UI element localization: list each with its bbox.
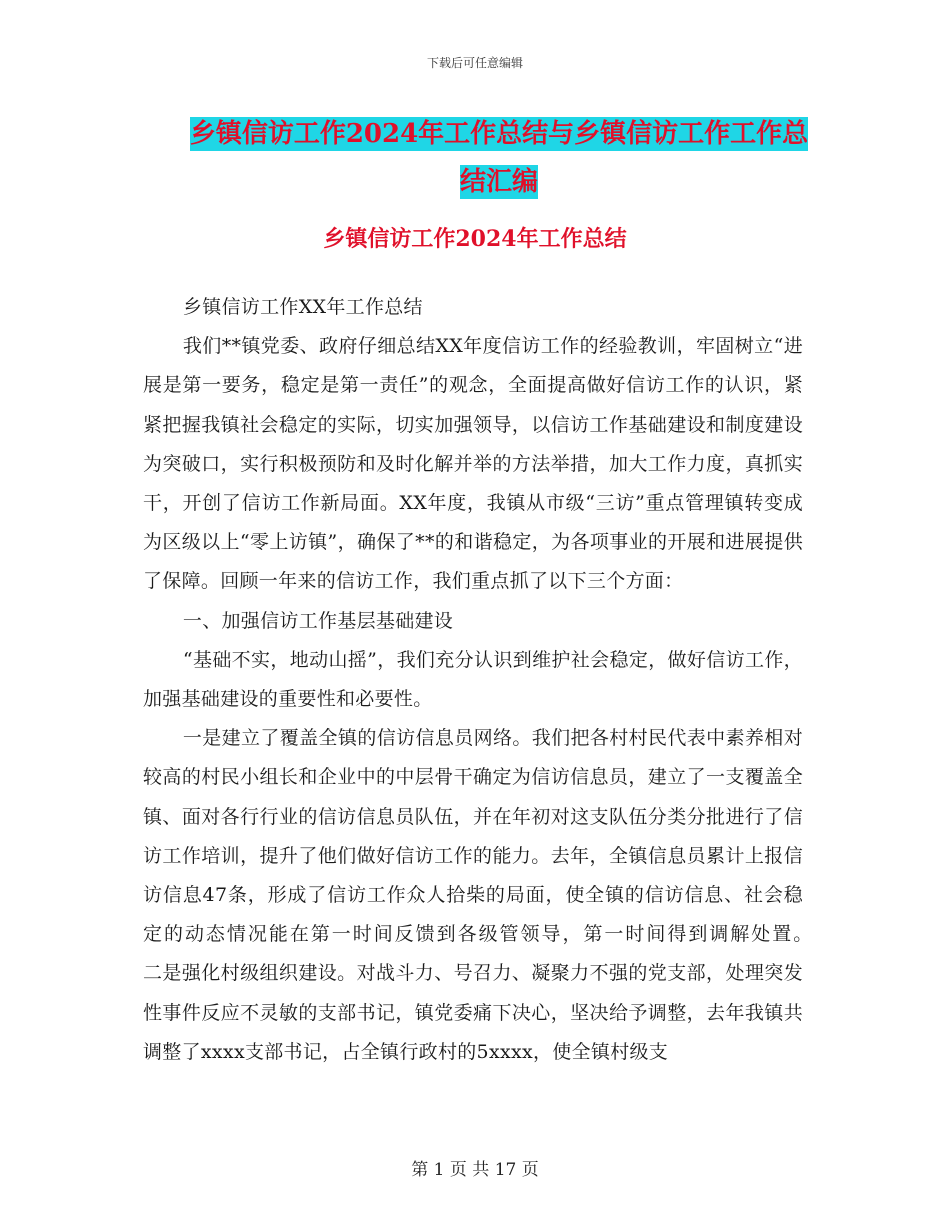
section-title: 乡镇信访工作2024年工作总结 bbox=[323, 226, 627, 252]
paragraph: 我们**镇党委、政府仔细总结XX年度信访工作的经验教训，牢固树立“进展是第一要务，稳定是第一责任”的观念，全面提高做好信访工作的认识，紧紧把握我镇社会稳定的实际，切实加强领导，以信访工作基础建设和制度建设为突破口，实行积极预防和及时化解并举的方法举措，加大工作力度，真抓实干，开创了信访工作新局面。XX年度，我镇从市级“三访”重点管理镇转变成为区级以上“零上访镇”，确保了**的和谐稳定，为各项事业的开展和进展提供了保障。回顾一年来的信访工作，我们重点抓了以下三个方面： bbox=[143, 335, 803, 593]
paragraph: 一是建立了覆盖全镇的信访信息员网络。我们把各村村民代表中素养相对较高的村民小组长和企业中的中层骨干确定为信访信息员，建立了一支覆盖全镇、面对各行行业的信访信息员队伍，并在年初对这支队伍分类分批进行了信访工作培训，提升了他们做好信访工作的能力。去年，全镇信息员累计上报信访信息47条，形成了信访工作众人拾柴的局面，使全镇的信访信息、社会稳定的动态情况能在第一时间反馈到各级管领导，第一时间得到调解处置。 二是强化村级组织建设。对战斗力、号召力、凝聚力不强的党支部，处理突发性事件反应不灵敏的支部书记，镇党委痛下决心，坚决给予调整，去年我镇共调整了xxxx支部书记，占全镇行政村的5xxxx，使全镇村级支 bbox=[143, 727, 881, 1063]
document-body bbox=[143, 288, 881, 1072]
paragraph: 一、加强信访工作基层基础建设 bbox=[182, 609, 454, 632]
paragraph: “基础不实，地动山摇”，我们充分认识到维护社会稳定，做好信访工作，加强基础建设的重要性和必要性。 bbox=[143, 648, 803, 711]
paragraph: 乡镇信访工作XX年工作总结 bbox=[182, 296, 423, 318]
header-note: 下载后可任意编辑 bbox=[426, 56, 523, 70]
page-footer: 第 1 页 共 17 页 bbox=[411, 1160, 539, 1180]
document-title bbox=[185, 110, 813, 206]
title-line-1: 乡镇信访工作2024年工作总结与乡镇信访工作工作总 bbox=[189, 119, 809, 149]
title-line-2: 结汇编 bbox=[459, 167, 538, 197]
